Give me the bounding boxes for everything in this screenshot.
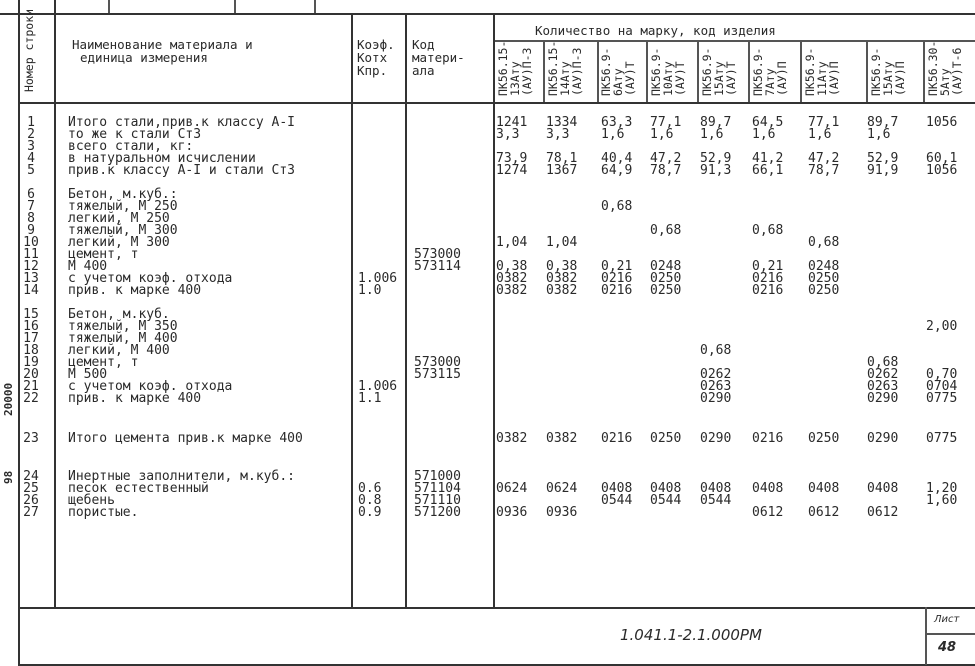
value-r25-c4: 0408 xyxy=(650,481,682,496)
value-r13-c6: 0216 xyxy=(752,271,784,286)
name-r9: тяжелый, М 300 xyxy=(68,223,178,238)
row-number-26: 26 xyxy=(23,493,39,508)
name-r6: Бетон, м.куб.: xyxy=(68,187,178,202)
value-r27-c2: 0936 xyxy=(546,505,578,520)
header-qty-title: Количество на марку, код изделия xyxy=(535,23,776,38)
code-r27: 571200 xyxy=(414,505,461,520)
header-koef-2: Котх xyxy=(357,50,388,65)
rule-mark-6 xyxy=(800,40,802,102)
value-r1-c2: 1334 xyxy=(546,115,578,130)
value-r12-c1: 0,38 xyxy=(496,259,528,274)
header-name-2: единица измерения xyxy=(80,50,208,65)
rule-left xyxy=(18,0,20,666)
value-r25-c6: 0408 xyxy=(752,481,784,496)
value-r5-c2: 1367 xyxy=(546,163,578,178)
value-r14-c1: 0382 xyxy=(496,283,528,298)
value-r4-c9: 60,1 xyxy=(926,151,958,166)
value-r2-c3: 1,6 xyxy=(601,127,625,142)
value-r25-c1: 0624 xyxy=(496,481,528,496)
row-number-20: 20 xyxy=(23,367,39,382)
value-r18-c5: 0,68 xyxy=(700,343,732,358)
row-number-7: 7 xyxy=(27,199,35,214)
rule-koef xyxy=(405,13,407,607)
value-r22-c5: 0290 xyxy=(700,391,732,406)
name-r11: цемент, т xyxy=(68,247,139,262)
name-r27: пористые. xyxy=(68,505,139,520)
value-r12-c2: 0,38 xyxy=(546,259,578,274)
value-r7-c3: 0,68 xyxy=(601,199,633,214)
value-r13-c1: 0382 xyxy=(496,271,528,286)
value-r20-c5: 0262 xyxy=(700,367,732,382)
mark-header-3-line2: 6Ату xyxy=(611,68,625,96)
value-r4-c6: 41,2 xyxy=(752,151,784,166)
mark-header-6-line1: ПК56.9- xyxy=(751,47,765,96)
header-code-1: Код xyxy=(412,37,435,52)
value-r16-c9: 2,00 xyxy=(926,319,958,334)
code-r12: 573114 xyxy=(414,259,461,274)
name-r24: Инертные заполнители, м.куб.: xyxy=(68,469,295,484)
name-r16: тяжелый, М 350 xyxy=(68,319,178,334)
name-r12: М 400 xyxy=(68,259,108,274)
value-r5-c4: 78,7 xyxy=(650,163,682,178)
code-r26: 571110 xyxy=(414,493,461,508)
row-number-8: 8 xyxy=(27,211,35,226)
value-r13-c3: 0216 xyxy=(601,271,633,286)
rule-top xyxy=(0,13,975,15)
value-r27-c7: 0612 xyxy=(808,505,840,520)
mark-header-5-line3: (АУ)Т xyxy=(724,61,738,96)
value-r10-c2: 1,04 xyxy=(546,235,578,250)
name-r23: Итого цемента прив.к марке 400 xyxy=(68,431,303,446)
mark-header-5-line1: ПК56.9- xyxy=(700,47,714,96)
row-number-5: 5 xyxy=(27,163,35,178)
name-r22: прив. к марке 400 xyxy=(68,391,202,406)
rule-mark-5 xyxy=(748,40,750,102)
value-r26-c3: 0544 xyxy=(601,493,633,508)
value-r25-c8: 0408 xyxy=(867,481,899,496)
rule-rowno xyxy=(54,0,56,607)
row-number-1: 1 xyxy=(27,115,35,130)
mark-header-2-line2: 14Ату xyxy=(558,61,572,96)
row-number-12: 12 xyxy=(23,259,39,274)
value-r25-c3: 0408 xyxy=(601,481,633,496)
rule-mark-8 xyxy=(923,40,925,102)
header-koef-1: Коэф. xyxy=(357,37,395,52)
value-r21-c8: 0263 xyxy=(867,379,899,394)
row-number-6: 6 xyxy=(27,187,35,202)
value-r2-c6: 1,6 xyxy=(752,127,776,142)
value-r14-c3: 0216 xyxy=(601,283,633,298)
mark-header-2-line3: (АУ)П-3 xyxy=(570,47,584,96)
value-r12-c7: 0248 xyxy=(808,259,840,274)
value-r9-c6: 0,68 xyxy=(752,223,784,238)
name-r13: с учетом коэф. отхода xyxy=(68,271,233,286)
value-r4-c7: 47,2 xyxy=(808,151,840,166)
mark-header-8-line2: 15Ату xyxy=(881,61,895,96)
side-mark-b: 98 xyxy=(2,470,15,484)
mark-header-4-line2: 10Ату xyxy=(661,61,675,96)
value-r1-c6: 64,5 xyxy=(752,115,784,130)
value-r25-c7: 0408 xyxy=(808,481,840,496)
value-r23-c6: 0216 xyxy=(752,431,784,446)
rule-tick-b xyxy=(234,0,236,13)
value-r1-c1: 1241 xyxy=(496,115,528,130)
header-name-1: Наименование материала и xyxy=(72,37,253,52)
value-r1-c3: 63,3 xyxy=(601,115,633,130)
code-r19: 573000 xyxy=(414,355,461,370)
value-r5-c3: 64,9 xyxy=(601,163,633,178)
mark-header-6-line3: (АУ)П xyxy=(775,61,789,96)
value-r22-c8: 0290 xyxy=(867,391,899,406)
value-r23-c5: 0290 xyxy=(700,431,732,446)
name-r7: тяжелый, М 250 xyxy=(68,199,178,214)
value-r25-c5: 0408 xyxy=(700,481,732,496)
stamp-sheet-number: 48 xyxy=(938,640,957,655)
mark-header-5-line2: 15Ату xyxy=(712,61,726,96)
value-r23-c3: 0216 xyxy=(601,431,633,446)
name-r20: М 500 xyxy=(68,367,108,382)
row-number-22: 22 xyxy=(23,391,39,406)
row-number-25: 25 xyxy=(23,481,39,496)
row-number-14: 14 xyxy=(23,283,39,298)
value-r14-c6: 0216 xyxy=(752,283,784,298)
rule-stamp-sheet xyxy=(925,633,975,635)
value-r5-c6: 66,1 xyxy=(752,163,784,178)
row-number-15: 15 xyxy=(23,307,39,322)
row-number-16: 16 xyxy=(23,319,39,334)
koef-r21: 1.006 xyxy=(358,379,398,394)
value-r5-c5: 91,3 xyxy=(700,163,732,178)
value-r19-c8: 0,68 xyxy=(867,355,899,370)
mark-header-9-line1: ПК56.30- xyxy=(926,40,940,96)
koef-r14: 1.0 xyxy=(358,283,382,298)
value-r1-c9: 1056 xyxy=(926,115,958,130)
value-r26-c9: 1,60 xyxy=(926,493,958,508)
row-number-13: 13 xyxy=(23,271,39,286)
mark-header-7-line1: ПК56.9- xyxy=(803,47,817,96)
rule-qty-title xyxy=(493,40,975,42)
value-r9-c4: 0,68 xyxy=(650,223,682,238)
value-r21-c5: 0263 xyxy=(700,379,732,394)
side-mark-a: 20000 xyxy=(2,382,15,416)
value-r4-c3: 40,4 xyxy=(601,151,633,166)
rule-mark-4 xyxy=(697,40,699,102)
value-r1-c7: 77,1 xyxy=(808,115,840,130)
code-r11: 573000 xyxy=(414,247,461,262)
row-number-4: 4 xyxy=(27,151,35,166)
value-r2-c2: 3,3 xyxy=(546,127,570,142)
name-r15: Бетон, м.куб. xyxy=(68,307,170,322)
koef-r27: 0.9 xyxy=(358,505,382,520)
value-r5-c8: 91,9 xyxy=(867,163,899,178)
value-r13-c2: 0382 xyxy=(546,271,578,286)
koef-r22: 1.1 xyxy=(358,391,382,406)
value-r14-c4: 0250 xyxy=(650,283,682,298)
value-r27-c6: 0612 xyxy=(752,505,784,520)
value-r4-c4: 47,2 xyxy=(650,151,682,166)
row-number-9: 9 xyxy=(27,223,35,238)
name-r8: легкий, М 250 xyxy=(68,211,170,226)
row-number-3: 3 xyxy=(27,139,35,154)
value-r1-c5: 89,7 xyxy=(700,115,732,130)
row-number-11: 11 xyxy=(23,247,39,262)
value-r27-c1: 0936 xyxy=(496,505,528,520)
value-r1-c4: 77,1 xyxy=(650,115,682,130)
header-code-2: матери- xyxy=(412,50,465,65)
mark-header-8-line3: (АУ)П xyxy=(893,61,907,96)
mark-header-7-line2: 11Ату xyxy=(815,61,829,96)
mark-header-4-line3: (АУ)Т xyxy=(673,61,687,96)
row-number-24: 24 xyxy=(23,469,39,484)
value-r20-c8: 0262 xyxy=(867,367,899,382)
value-r14-c7: 0250 xyxy=(808,283,840,298)
value-r20-c9: 0,70 xyxy=(926,367,958,382)
rule-code xyxy=(493,13,495,607)
mark-header-9-line3: (АУ)Т-6 xyxy=(950,47,964,96)
name-r17: тяжелый, М 400 xyxy=(68,331,178,346)
koef-r13: 1.006 xyxy=(358,271,398,286)
value-r13-c7: 0250 xyxy=(808,271,840,286)
row-number-10: 10 xyxy=(23,235,39,250)
value-r23-c8: 0290 xyxy=(867,431,899,446)
row-number-2: 2 xyxy=(27,127,35,142)
value-r2-c4: 1,6 xyxy=(650,127,674,142)
mark-header-8-line1: ПК56.9- xyxy=(869,47,883,96)
name-r1: Итого стали,прив.к классу А-I xyxy=(68,115,295,130)
mark-header-1-line3: (АУ)П-3 xyxy=(520,47,534,96)
name-r5: прив.к классу А-I и стали Ст3 xyxy=(68,163,295,178)
value-r27-c8: 0612 xyxy=(867,505,899,520)
mark-header-3-line3: (АУ)Т xyxy=(623,61,637,96)
koef-r25: 0.6 xyxy=(358,481,382,496)
value-r2-c8: 1,6 xyxy=(867,127,891,142)
value-r13-c4: 0250 xyxy=(650,271,682,286)
value-r4-c8: 52,9 xyxy=(867,151,899,166)
value-r4-c5: 52,9 xyxy=(700,151,732,166)
name-r21: с учетом коэф. отхода xyxy=(68,379,233,394)
rule-name xyxy=(351,13,353,607)
code-r25: 571104 xyxy=(414,481,461,496)
value-r5-c1: 1274 xyxy=(496,163,528,178)
value-r12-c3: 0,21 xyxy=(601,259,633,274)
rule-tick-c xyxy=(314,0,316,13)
rule-mark-7 xyxy=(866,40,868,102)
value-r10-c7: 0,68 xyxy=(808,235,840,250)
value-r26-c4: 0544 xyxy=(650,493,682,508)
rule-mark-1 xyxy=(543,40,545,102)
code-r20: 573115 xyxy=(414,367,461,382)
row-number-27: 27 xyxy=(23,505,39,520)
value-r10-c1: 1,04 xyxy=(496,235,528,250)
stamp-sheet-label: Лист xyxy=(934,614,960,625)
stamp-doc-number: 1.041.1-2.1.000PM xyxy=(620,626,762,644)
rule-tick-a xyxy=(108,0,110,13)
value-r25-c9: 1,20 xyxy=(926,481,958,496)
row-number-23: 23 xyxy=(23,431,39,446)
mark-header-6-line2: 7Ату xyxy=(763,68,777,96)
name-r10: легкий, М 300 xyxy=(68,235,170,250)
value-r26-c5: 0544 xyxy=(700,493,732,508)
value-r21-c9: 0704 xyxy=(926,379,958,394)
mark-header-2-line1: ПК56.15- xyxy=(546,40,560,96)
rule-mark-3 xyxy=(646,40,648,102)
header-koef-3: Кпр. xyxy=(357,63,388,78)
name-r3: всего стали, кг: xyxy=(68,139,194,154)
mark-header-9-line2: 5Ату xyxy=(938,68,952,96)
mark-header-3-line1: ПК56.9- xyxy=(599,47,613,96)
value-r22-c9: 0775 xyxy=(926,391,958,406)
name-r19: цемент, т xyxy=(68,355,139,370)
rule-stamp-sheet-v xyxy=(925,607,927,665)
row-number-17: 17 xyxy=(23,331,39,346)
row-number-19: 19 xyxy=(23,355,39,370)
value-r25-c2: 0624 xyxy=(546,481,578,496)
value-r23-c1: 0382 xyxy=(496,431,528,446)
name-r25: песок естественный xyxy=(68,481,209,496)
value-r2-c1: 3,3 xyxy=(496,127,520,142)
name-r14: прив. к марке 400 xyxy=(68,283,202,298)
name-r18: легкий, М 400 xyxy=(68,343,170,358)
value-r23-c4: 0250 xyxy=(650,431,682,446)
header-rowno: Номер строки xyxy=(22,8,36,92)
value-r5-c9: 1056 xyxy=(926,163,958,178)
rule-body-bottom xyxy=(18,607,975,609)
value-r23-c9: 0775 xyxy=(926,431,958,446)
rule-header-bottom xyxy=(18,102,975,104)
value-r23-c7: 0250 xyxy=(808,431,840,446)
value-r1-c8: 89,7 xyxy=(867,115,899,130)
mark-header-1-line1: ПК56.15- xyxy=(496,40,510,96)
name-r4: в натуральном исчислении xyxy=(68,151,256,166)
name-r2: то же к стали Ст3 xyxy=(68,127,202,142)
header-code-3: ала xyxy=(412,63,435,78)
name-r26: щебень xyxy=(68,493,115,508)
koef-r26: 0.8 xyxy=(358,493,382,508)
value-r2-c7: 1,6 xyxy=(808,127,832,142)
value-r4-c1: 73,9 xyxy=(496,151,528,166)
value-r5-c7: 78,7 xyxy=(808,163,840,178)
row-number-21: 21 xyxy=(23,379,39,394)
mark-header-4-line1: ПК56.9- xyxy=(649,47,663,96)
mark-header-7-line3: (АУ)П xyxy=(827,61,841,96)
value-r12-c6: 0,21 xyxy=(752,259,784,274)
value-r12-c4: 0248 xyxy=(650,259,682,274)
value-r14-c2: 0382 xyxy=(546,283,578,298)
mark-header-1-line2: 13Ату xyxy=(508,61,522,96)
value-r2-c5: 1,6 xyxy=(700,127,724,142)
row-number-18: 18 xyxy=(23,343,39,358)
value-r23-c2: 0382 xyxy=(546,431,578,446)
value-r4-c2: 78,1 xyxy=(546,151,578,166)
code-r24: 571000 xyxy=(414,469,461,484)
